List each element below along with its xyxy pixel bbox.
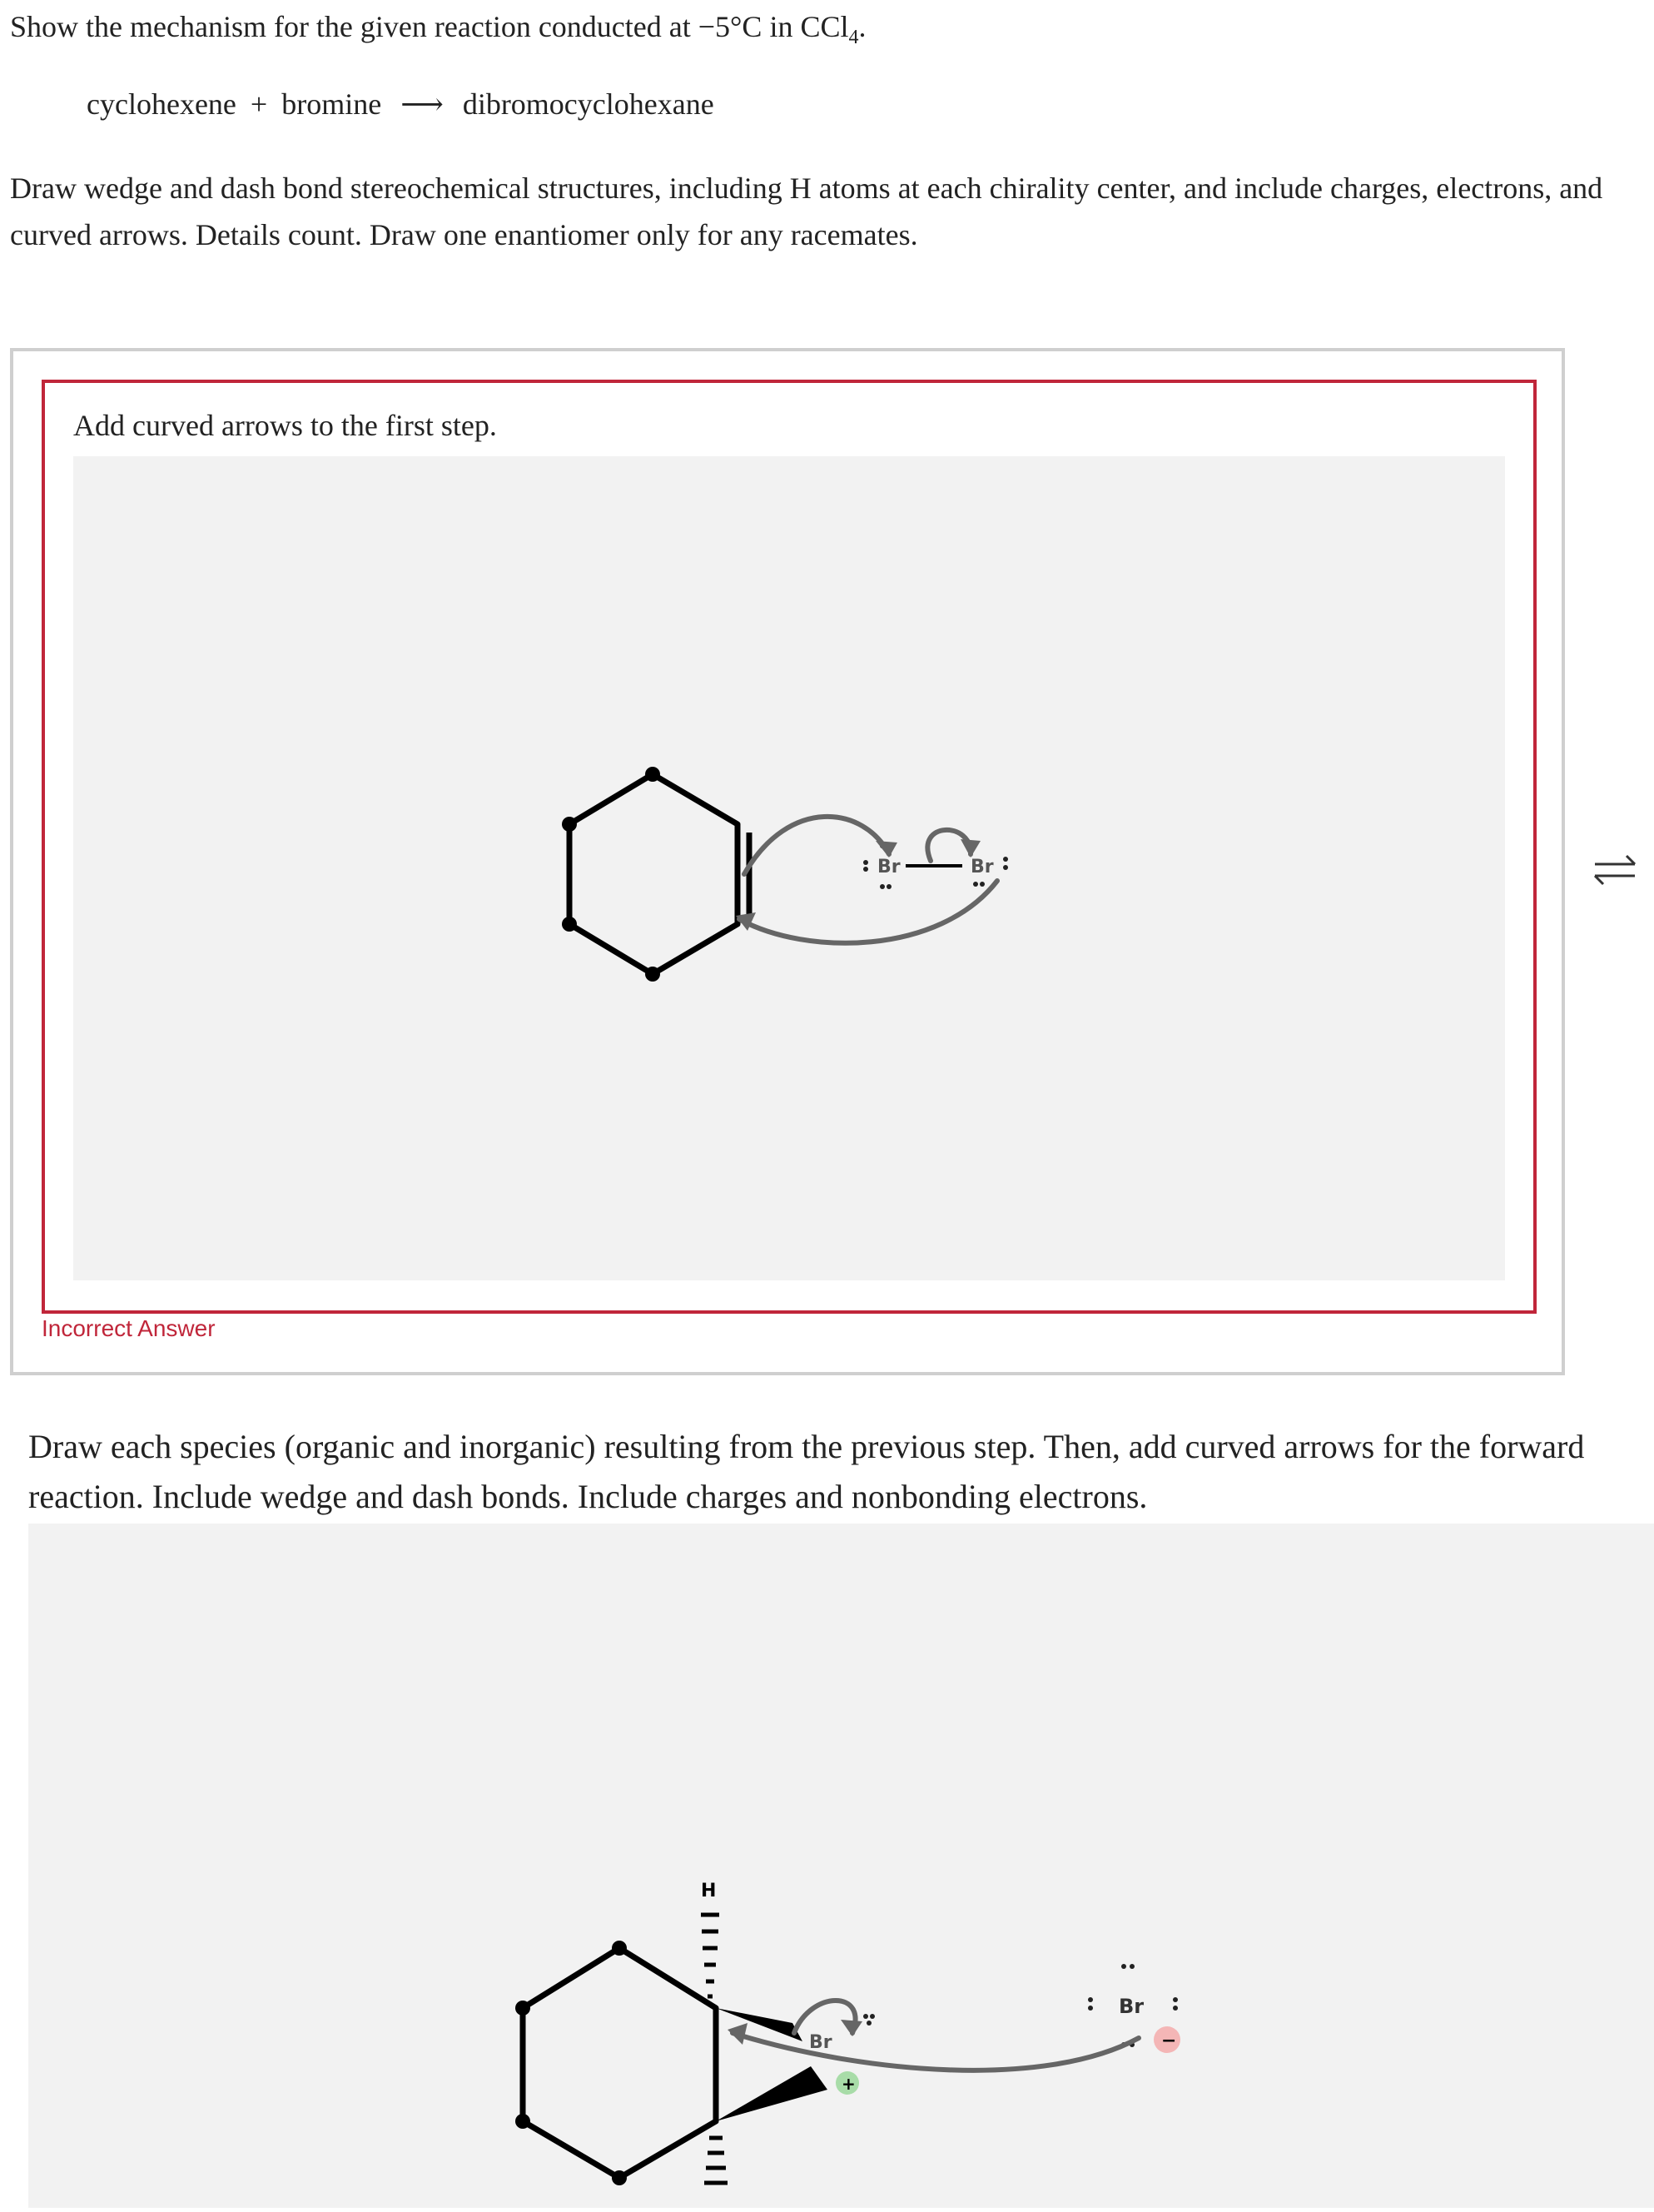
cyclohexene-ring[interactable] [569,774,749,974]
incorrect-answer-label: Incorrect Answer [42,1315,216,1341]
step2-label: Draw each species (organic and inorganic) resulting from the previous step. Then, add curved arrows for the forward reaction. Include wedge and dash bonds. Include charges and nonbonding electrons. [28,1428,1585,1515]
bromonium-ring[interactable] [523,1948,716,2178]
arrowheads [736,839,981,931]
plus-sign: + [250,87,268,121]
br-anion-atom[interactable]: Br [1119,1995,1145,2018]
h-atom-top[interactable]: H [701,1881,717,1901]
curved-arrows[interactable] [739,817,997,943]
reactant-cyclohexene: cyclohexene [87,87,236,121]
reaction-arrow-icon: ⟶ [400,87,444,121]
ccl4-subscript: 4 [848,27,859,49]
br-atom-1[interactable]: Br [877,857,901,877]
negative-charge: − [1161,2031,1177,2051]
br-atom-2[interactable]: Br [971,857,994,877]
curved-arrow-pi-to-br[interactable] [744,817,889,874]
wedge-bond-upper[interactable] [716,2008,802,2041]
step1-drawing-canvas[interactable] [73,456,1505,1280]
step2-drawing-canvas[interactable] [28,1524,1654,2208]
step1-structure [73,456,1505,1280]
hashed-bond-top[interactable] [701,1915,719,1996]
instructions: Draw wedge and dash bond stereochemical structures, including H atoms at each chirality center, and include charges, electrons, and curved arrows. Details count. Draw one enantiomer only for any racemates. [10,171,1603,251]
positive-charge: + [842,2074,856,2094]
product-dibromocyclohexane: dibromocyclohexane [462,87,714,121]
step2-structure [28,1524,1654,2208]
wedge-bond-lower[interactable] [716,2066,827,2121]
reaction-equation [87,87,714,122]
curved-arrow-br-to-carbon[interactable] [739,881,997,943]
br-bridge-atom[interactable]: Br [809,2032,832,2053]
equilibrium-arrows-icon[interactable] [1590,849,1640,891]
question-prompt [10,3,866,61]
hashed-bond-bottom[interactable] [704,2138,728,2183]
question-prompt-end: . [858,10,867,43]
reactant-bromine: bromine [281,87,382,121]
question-prompt-text: Show the mechanism for the given reaction conducted at −5°C in CCl [10,10,849,43]
curved-arrow-anion-to-carbon[interactable] [733,2033,1139,2070]
step1-label: Add curved arrows to the first step. [73,409,497,442]
br-bridge-lone-pairs [863,2014,875,2026]
curved-arrow-bond-to-br-bridge[interactable] [794,2001,856,2033]
